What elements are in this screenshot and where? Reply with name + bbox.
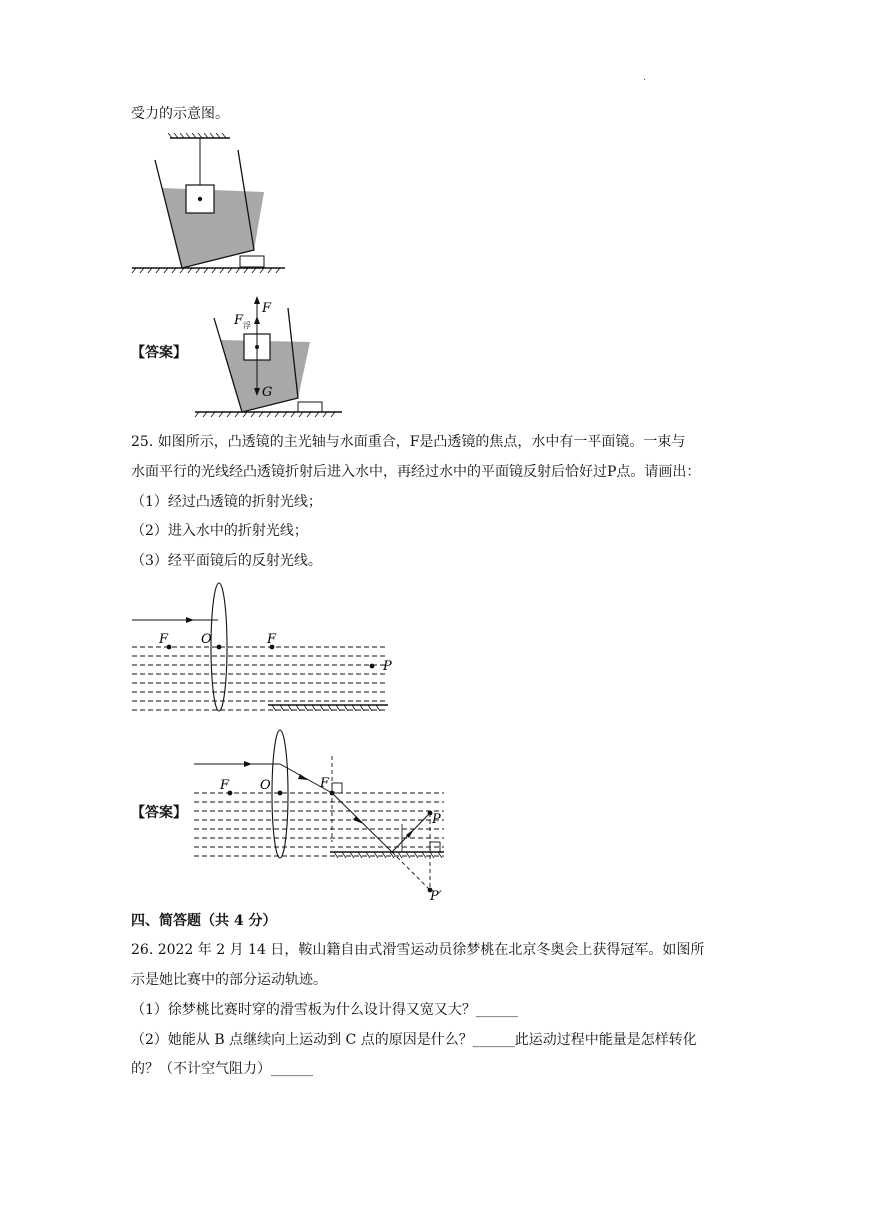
q26-item-2-cont: 的？（不计空气阻力）______ [131,1061,313,1077]
page-mark: . [643,72,647,83]
label-F-right: F [267,632,277,647]
force-label-F: F [262,301,272,316]
q26-item-2: （2）她能从 B 点继续向上运动到 C 点的原因是什么？______此运动过程中能量是怎样转化 [131,1032,697,1048]
answer-label-2: 【答案】 [131,805,187,821]
answer-label-P-image: P′ [430,889,442,904]
q26-line-2: 示是她比赛中的部分运动轨迹。 [131,972,327,988]
force-label-buoyancy-subscript: 浮 [243,321,251,330]
answer-label-F-right: F [320,776,330,791]
label-O: O [201,632,212,647]
q25-line-2: 水面平行的光线经凸透镜折射后进入水中，再经过水中的平面镜反射后恰好过P点。请画出： [131,464,701,480]
figure-container-answer [192,288,352,423]
section-heading-short-answer: 四、简答题（共 4 分） [131,913,277,929]
q25-line-1: 25. 如图所示，凸透镜的主光轴与水面重合，F是凸透镜的焦点，水中有一平面镜。一束与 [131,434,686,450]
answer-label-O: O [260,778,271,793]
label-F-left: F [159,632,169,647]
q25-item-3: （3）经平面镜后的反射光线。 [131,553,322,569]
answer-label-P: P [432,812,441,827]
text-line-1: 受力的示意图。 [131,106,229,122]
answer-label-F-left: F [220,778,230,793]
force-label-G: G [262,385,273,400]
answer-label-1: 【答案】 [131,345,187,361]
force-label-buoyancy: F [234,313,244,328]
figure-lens-question [130,580,392,720]
q26-line-1: 26. 2022 年 2 月 14 日，鞍山籍自由式滑雪运动员徐梦桃在北京冬奥会上获得冠军。如图所 [131,942,705,958]
figure-lens-answer [192,724,452,904]
label-P: P [383,659,392,674]
q26-item-1: （1）徐梦桃比赛时穿的滑雪板为什么设计得又宽又大？______ [131,1002,518,1018]
q25-item-1: （1）经过凸透镜的折射光线； [131,494,322,510]
q25-item-2: （2）进入水中的折射光线； [131,523,308,539]
figure-container-question [130,130,290,280]
